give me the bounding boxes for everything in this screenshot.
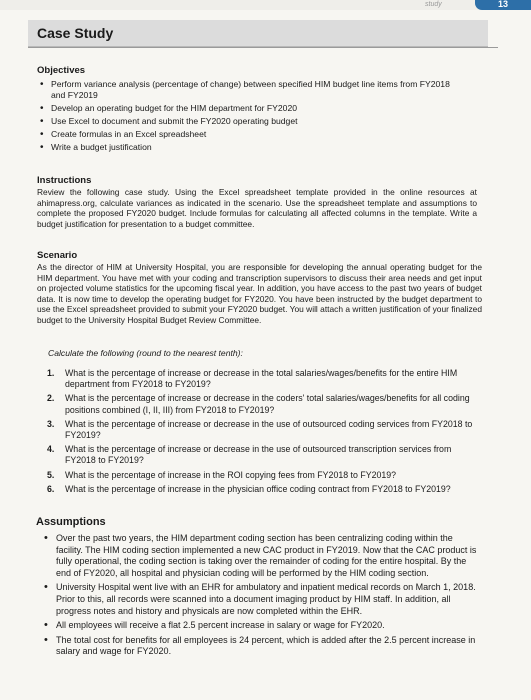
bullet-icon: • [44,532,48,544]
assumption-item: • Over the past two years, the HIM department coding section has been centralizing coding within the facility. The HIM coding section implemented a new CAC product in FY2019. Now that the CAC product is fully operational, the coding section is taking over the remainder of coding for the entire hospital. By the end of FY2020, all hospital and physician coding will be performed by the HIM coding section. [44,532,477,578]
question-item: 4. What is the percentage of increase or decrease in the use of outsourced transcription services from FY2018 to FY2019? [47,444,452,466]
question-item: 3. What is the percentage of increase or decrease in the use of outsourced coding services from FY2018 to FY2019? [47,418,473,441]
page-title: Case Study [37,25,114,41]
question-item: 2. What is the percentage of increase or decrease in the coders' total salaries/wages/benefits for all coding positions combined (I, II, III) from FY2018 to FY2019? [47,393,470,415]
question-item: 6. What is the percentage of increase in the physician office coding contract from FY2018 to FY2019? [47,483,451,494]
question-item: 1. What is the percentage of increase or decrease in the total salaries/wages/benefits for the entire HIM department from FY2018 to FY2019? [47,368,458,390]
objective-item: • Perform variance analysis (percentage of change) between specified HIM budget line items from FY2018 and FY2019 [40,79,450,100]
assumption-item: • All employees will receive a flat 2.5 percent increase in salary or wage for FY2020. [44,619,385,632]
calculation-note: Calculate the following (round to the nearest tenth): [48,348,243,358]
question-item: 5. What is the percentage of increase in the ROI copying fees from FY2018 to FY2019? [47,469,397,480]
bullet-icon: • [44,581,48,594]
instructions-text: Review the following case study. Using the Excel spreadsheet template provided in the online resources at ahimapress.org, calculate variances as indicated in the scenario. Use the spreadsheet template and assumptions to complete the proposed FY2020 budget. Include formulas for calculating all affected columns in the template. Write a budget justification for presentation to a budget committee. [37,187,477,229]
assumption-item: • University Hospital went live with an EHR for ambulatory and inpatient medical records on March 1, 2018. Prior to this, all records were scanned into a document imaging product by HIM staff. In addition, all progress notes and history and physicals are now completed within the EHR. [44,581,476,616]
bullet-icon: • [40,142,44,153]
corner-tab-text: study [425,1,442,8]
page-number: 13 [497,0,508,9]
objective-item: • Develop an operating budget for the HIM department for FY2020 [40,103,298,114]
objectives-list [37,79,457,155]
bullet-icon: • [40,103,44,114]
assumptions-heading: Assumptions [36,516,106,528]
objective-item: • Create formulas in an Excel spreadsheet [40,129,207,140]
instructions-heading: Instructions [37,175,92,186]
bullet-icon: • [40,79,44,90]
objective-item: • Write a budget justification [40,142,152,153]
bullet-icon: • [40,116,44,127]
objectives-heading: Objectives [37,65,86,76]
scenario-heading: Scenario [37,250,78,261]
assumption-item: • The total cost for benefits for all employees is 24 percent, which is added after the 2.5 percent increase in salary and wage for FY2020. [44,633,476,657]
objective-item: • Use Excel to document and submit the FY2020 operating budget [40,116,298,127]
bullet-icon: • [40,129,44,140]
bullet-icon: • [44,619,48,632]
question-list [47,368,477,498]
assumptions-list [42,533,482,661]
bullet-icon: • [44,633,48,646]
scenario-text: As the director of HIM at University Hospital, you are responsible for developing the annual operating budget for the HIM department. You have met with your coding and transcription supervisors to discuss their area needs and get input on projected volume statistics for the upcoming fiscal year. In addition, you have access to the past two years of budget data. It is now time to develop the operating budget for FY2020. You have been instructed by the budget department to use the Excel spreadsheet provided to submit your FY2020 budget. You will attach a written justification of your finalized budget to the University Hospital Budget Review Committee. [37,262,482,325]
